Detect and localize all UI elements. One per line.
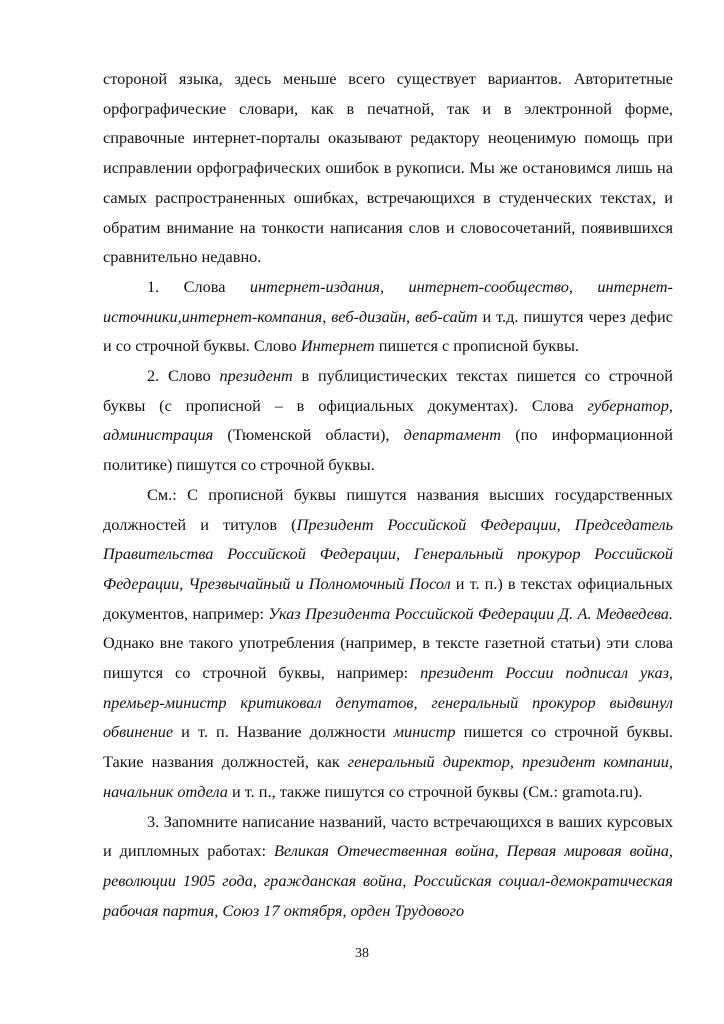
paragraph-item-3: [103, 807, 673, 926]
text-segment: и т.д. пишутся через дефис и со строчной буквы. Слово: [103, 306, 673, 356]
text-segment: в публицистических текстах пишется со строчной буквы (с прописной – в официальных документах). Слова: [103, 366, 673, 415]
italic-term: президент: [219, 366, 293, 386]
italic-term: генеральный директор, президент компании, начальник отдела: [103, 752, 673, 801]
paragraph-reference-note: [103, 480, 673, 807]
paragraph-item-1: [103, 272, 673, 361]
text-segment: и т. п.) в текстах официальных документов, например:: [103, 573, 673, 623]
text-segment: Однако вне такого употребления (например, в тексте газетной статьи) эти слова пишутся со строчной буквы, например:: [103, 633, 673, 683]
paragraph-item-2: [103, 361, 673, 480]
paragraph-intro: [103, 64, 673, 272]
text-segment: 3. Запомните написание названий, часто встречающихся в ваших курсовых и дипломных работах:: [103, 811, 673, 861]
italic-term: интернет-издания, интернет-сообщество, интернет-источники,интернет-компания, веб-дизайн, веб-сайт: [103, 276, 673, 326]
page-number: 38: [355, 946, 369, 961]
text-segment: и т. п. Название должности: [173, 722, 394, 742]
text-segment: ,: [668, 395, 673, 415]
text-segment: (по информационной политике) пишутся со строчной буквы.: [103, 425, 673, 475]
italic-term: губернатор: [587, 395, 669, 415]
italic-term: Интернет: [300, 336, 375, 356]
italic-term: министр: [393, 722, 456, 742]
text-segment: См.: С прописной буквы пишутся названия высших государственных должностей и титулов (: [103, 484, 673, 534]
italic-term: Президент Российской Федерации, Председатель Правительства Российской Федерации, Генеральный прокурор Российской Федерации, Чрезвычайный и Полномочный Посол: [103, 514, 673, 593]
text-segment: 2. Слово: [147, 366, 220, 386]
text-segment: и т. п., также пишутся со строчной буквы (См.: gramota.ru).: [227, 781, 643, 801]
text-segment: пишется с прописной буквы.: [374, 336, 580, 356]
text-segment: (Тюменской области),: [213, 425, 404, 445]
italic-term: Великая Отечественная война, Первая мировая война, революции 1905 года, гражданская война, Российская социал-демократическая рабочая партия, Союз 17 октября, орден Трудового: [103, 841, 673, 920]
italic-term: администрация: [103, 425, 214, 445]
italic-term: президент России подписал указ, премьер-министр критиковал депутатов, генеральный прокурор выдвинул обвинение: [103, 663, 674, 742]
text-segment: стороной языка, здесь меньше всего существует вариантов. Авторитетные орфографические словари, как в печатной, так и в электронной форме, справочные интернет-порталы оказывают редактору неоценимую помощь при исправлении орфографических ошибок в рукописи. Мы же остановимся лишь на самых распространенных ошибках, встречающихся в студенческих текстах, и обратим внимание на тонкости написания слов и словосочетаний, появившихся сравнительно недавно.: [103, 69, 673, 267]
text-segment: пишется со строчной буквы. Такие названия должностей, как: [103, 722, 674, 772]
italic-term: департамент: [403, 425, 502, 445]
text-segment: 1. Слова: [147, 276, 250, 296]
page-body: [103, 64, 673, 925]
italic-term: Указ Президента Российской Федерации Д. А. Медведева.: [268, 603, 673, 623]
